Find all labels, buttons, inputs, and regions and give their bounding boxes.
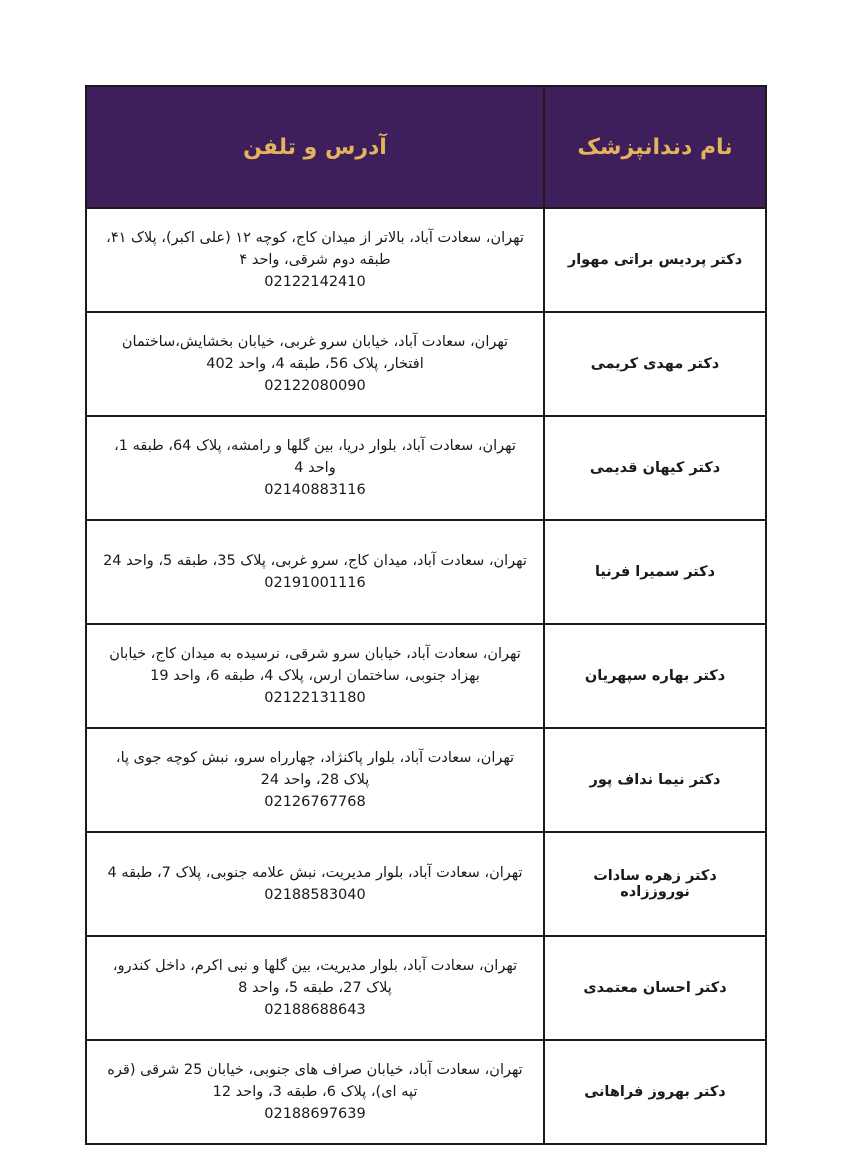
header-dentist-name: نام دندانپزشک: [544, 86, 766, 208]
dentist-name: دکتر مهدی کریمی: [544, 312, 766, 416]
address-text: تهران، سعادت آباد، خیابان صراف های جنوبی، خیابان 25 شرقی (قره تپه ای)، پلاک 6، طبقه 3، واحد 12: [107, 1062, 523, 1100]
table-row: [86, 208, 766, 312]
table-row: [86, 624, 766, 728]
address-cell: [86, 624, 544, 728]
address-cell: [86, 520, 544, 624]
dentist-name: دکتر زهره سادات نوروززاده: [544, 832, 766, 936]
table-header-row: [86, 86, 766, 208]
address-cell: [86, 208, 544, 312]
address-cell: [86, 312, 544, 416]
table-row: [86, 312, 766, 416]
table-row: [86, 936, 766, 1040]
address-text: تهران، سعادت آباد، بلوار مدیریت، بین گلها و نبی اکرم، داخل کندرو، پلاک 27، طبقه 5، واحد 8: [112, 958, 518, 996]
dentist-name: دکتر نیما نداف پور: [544, 728, 766, 832]
phone-number: 02122142410: [264, 274, 366, 290]
phone-number: 02126767768: [264, 794, 366, 810]
phone-number: 02122080090: [264, 378, 366, 394]
table-row: [86, 416, 766, 520]
address-cell: [86, 936, 544, 1040]
dentist-name: دکتر کیهان قدیمی: [544, 416, 766, 520]
address-text: تهران، سعادت آباد، خیابان سرو غربی، خیابان بخشایش،ساختمان افتخار، پلاک 56، طبقه 4، واحد 402: [121, 334, 509, 372]
phone-number: 02140883116: [264, 482, 366, 498]
address-text: تهران، سعادت آباد، میدان کاج، سرو غربی، پلاک 35، طبقه 5، واحد 24: [103, 553, 527, 569]
dentist-name: دکتر بهاره سپهریان: [544, 624, 766, 728]
address-text: تهران، سعادت آباد، بلوار پاکنژاد، چهارراه سرو، نبش کوچه جوی پا، پلاک 28، واحد 24: [115, 750, 515, 788]
phone-number: 02188688643: [264, 1002, 366, 1018]
phone-number: 02191001116: [264, 575, 366, 591]
address-text: تهران، سعادت آباد، خیابان سرو شرقی، نرسیده به میدان کاج، خیابان بهزاد جنوبی، ساختمان ارس، پلاک 4، طبقه 6، واحد 19: [109, 646, 521, 684]
phone-number: 02188583040: [264, 887, 366, 903]
dentist-table: [85, 85, 767, 1145]
dentist-directory: [85, 85, 765, 1145]
header-address-phone: آدرس و تلفن: [86, 86, 544, 208]
table-row: [86, 832, 766, 936]
address-text: تهران، سعادت آباد، بلوار مدیریت، نبش علامه جنوبی، پلاک 7، طبقه 4: [107, 865, 523, 881]
dentist-name: دکتر احسان معتمدی: [544, 936, 766, 1040]
dentist-name: دکتر بهروز فراهانی: [544, 1040, 766, 1144]
address-text: تهران، سعادت آباد، بالاتر از میدان کاج، کوچه ۱۲ (علی اکبر)، پلاک ۴۱، طبقه دوم شرقی، واحد ۴: [106, 230, 524, 268]
table-row: [86, 1040, 766, 1144]
address-cell: [86, 832, 544, 936]
phone-number: 02188697639: [264, 1106, 366, 1122]
address-text: تهران، سعادت آباد، بلوار دریا، بین گلها و رامشه، پلاک 64، طبقه 1، واحد 4: [114, 438, 516, 476]
dentist-name: دکتر سمیرا فرنیا: [544, 520, 766, 624]
address-cell: [86, 416, 544, 520]
table-row: [86, 728, 766, 832]
address-cell: [86, 1040, 544, 1144]
table-row: [86, 520, 766, 624]
address-cell: [86, 728, 544, 832]
phone-number: 02122131180: [264, 690, 366, 706]
dentist-name: دکتر پردیس براتی مهوار: [544, 208, 766, 312]
